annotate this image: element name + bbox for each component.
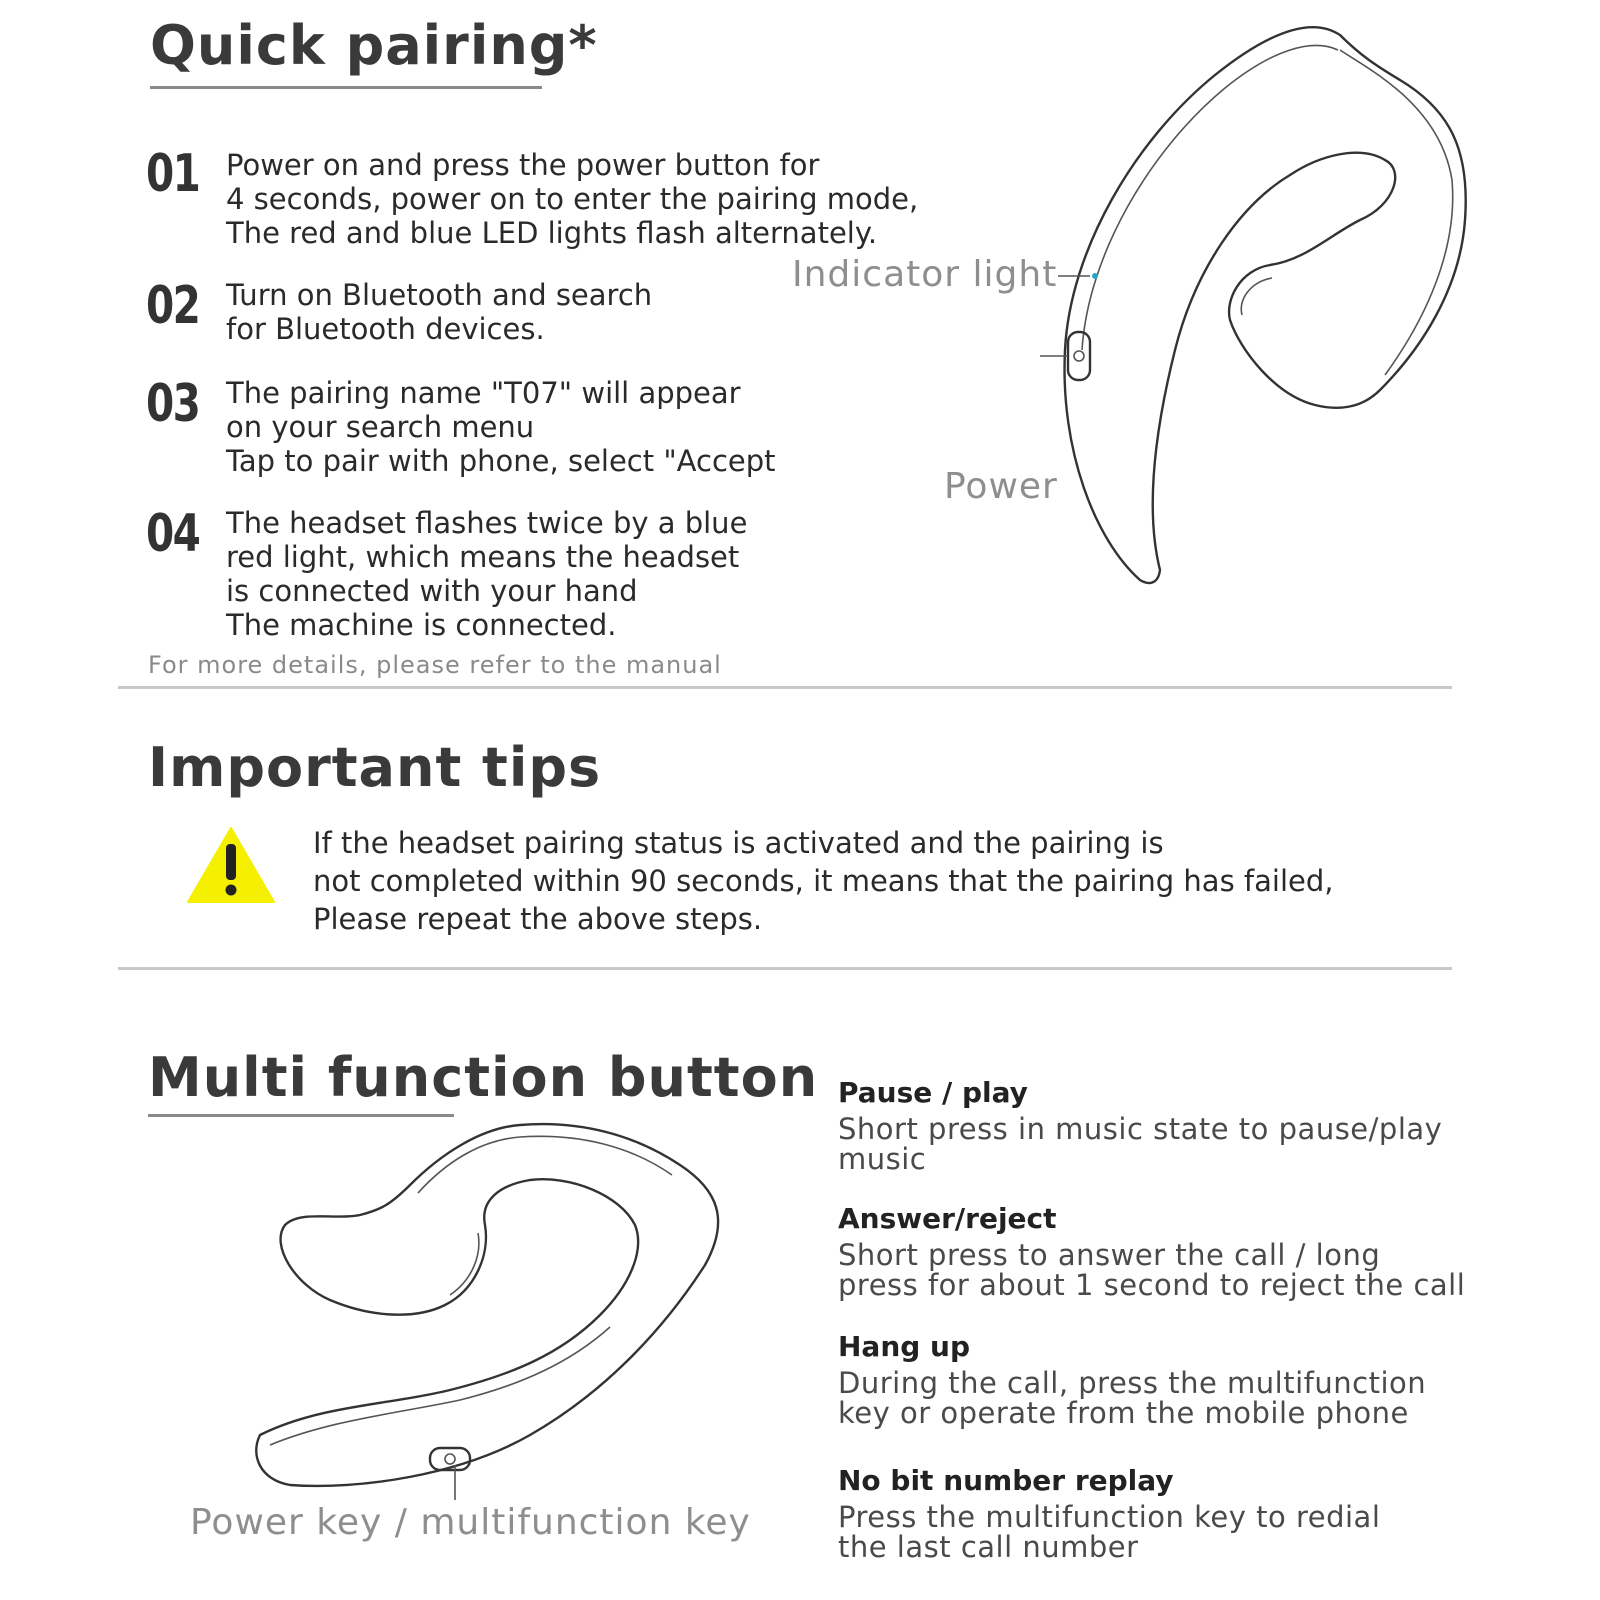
step-text-3: The pairing name "T07" will appear on your search menu Tap to pair with phone, select "Accept xyxy=(226,376,776,478)
quick-pairing-title: Quick pairing* xyxy=(150,14,598,77)
multi-function-title: Multi function button xyxy=(148,1046,819,1109)
section-divider-1 xyxy=(118,686,1452,689)
function-title-hang-up: Hang up xyxy=(838,1330,971,1363)
step-text-1: Power on and press the power button for 4 seconds, power on to enter the pairing mode, The red and blue LED lights flash alternately. xyxy=(226,148,919,250)
step-number-3: 03 xyxy=(146,374,200,434)
tip-text: If the headset pairing status is activated and the pairing is not completed within 90 seconds, it means that the pairing has failed, Please repeat the above steps. xyxy=(313,826,1334,936)
step-number-4: 04 xyxy=(146,504,200,564)
function-desc-answer-reject: Short press to answer the call / long press for about 1 second to reject the call xyxy=(838,1238,1466,1302)
step-text-2: Turn on Bluetooth and search for Bluetooth devices. xyxy=(226,278,653,346)
function-desc-hang-up: During the call, press the multifunction key or operate from the mobile phone xyxy=(838,1366,1427,1430)
function-desc-pause-play: Short press in music state to pause/play music xyxy=(838,1112,1443,1176)
manual-note: For more details, please refer to the manual xyxy=(148,651,722,679)
power-key-label: Power key / multifunction key xyxy=(190,1502,751,1543)
function-title-pause-play: Pause / play xyxy=(838,1076,1028,1109)
function-desc-redial: Press the multifunction key to redial the last call number xyxy=(838,1500,1381,1564)
indicator-light-label: Indicator light xyxy=(792,254,1058,295)
headset-front-illustration xyxy=(240,1105,730,1500)
headset-side-illustration xyxy=(1040,20,1500,600)
power-label: Power xyxy=(944,466,1058,507)
section-divider-2 xyxy=(118,967,1452,970)
function-title-answer-reject: Answer/reject xyxy=(838,1202,1057,1235)
step-text-4: The headset flashes twice by a blue red light, which means the headset is connected with your hand The machine is connected. xyxy=(226,506,748,642)
step-number-2: 02 xyxy=(146,276,200,336)
step-number-1: 01 xyxy=(146,144,200,204)
quick-pairing-underline xyxy=(150,86,542,89)
function-title-redial: No bit number replay xyxy=(838,1464,1174,1497)
warning-icon xyxy=(186,826,276,904)
important-tips-title: Important tips xyxy=(148,736,602,799)
